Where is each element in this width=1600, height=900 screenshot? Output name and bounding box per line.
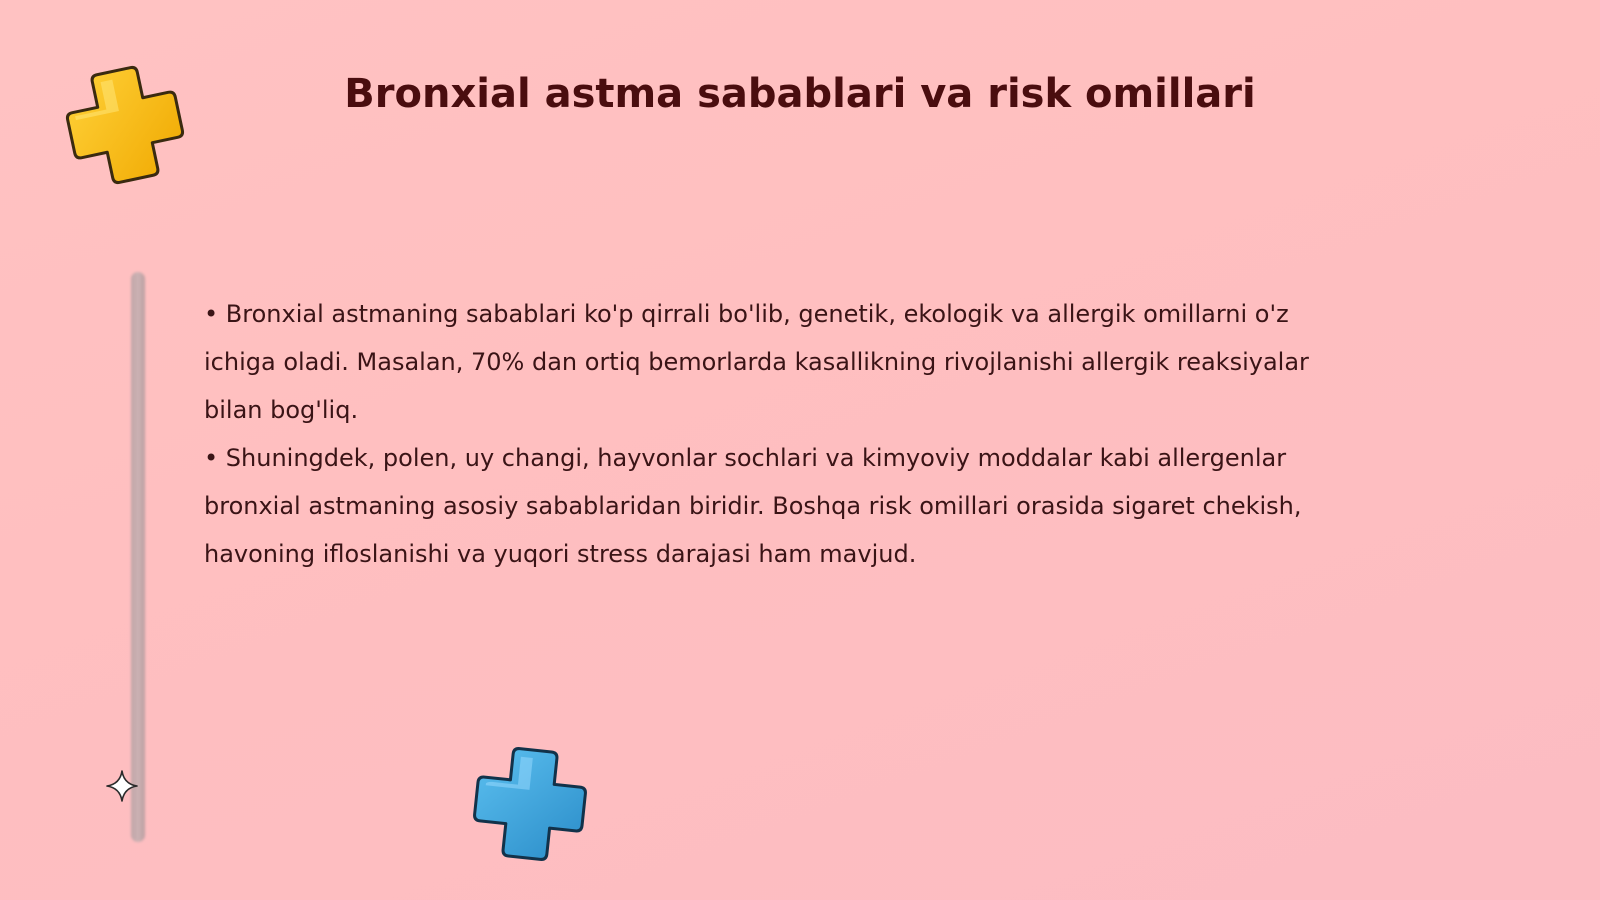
content-body [204,290,1354,578]
blue-plus-icon [468,742,592,866]
bullet-paragraph-1: • Bronxial astmaning sabablari ko'p qirrali bo'lib, genetik, ekologik va allergik omillarni o'z ichiga oladi. Masalan, 70% dan ortiq bemorlarda kasallikning rivojlanishi allergik reaksiyalar bilan bog'liq. [204,300,1309,424]
yellow-plus-icon [60,60,190,190]
bullet-paragraph-2: • Shuningdek, polen, uy changi, hayvonlar sochlari va kimyoviy moddalar kabi allergenlar bronxial astmaning asosiy sabablaridan biridir. Boshqa risk omillari orasida sigaret chekish, havoning ifloslanishi va yuqori stress darajasi ham mavjud. [204,444,1302,568]
vertical-divider [131,272,145,842]
slide-title: Bronxial astma sabablari va risk omillari [344,71,1256,117]
sparkle-icon [104,768,140,804]
